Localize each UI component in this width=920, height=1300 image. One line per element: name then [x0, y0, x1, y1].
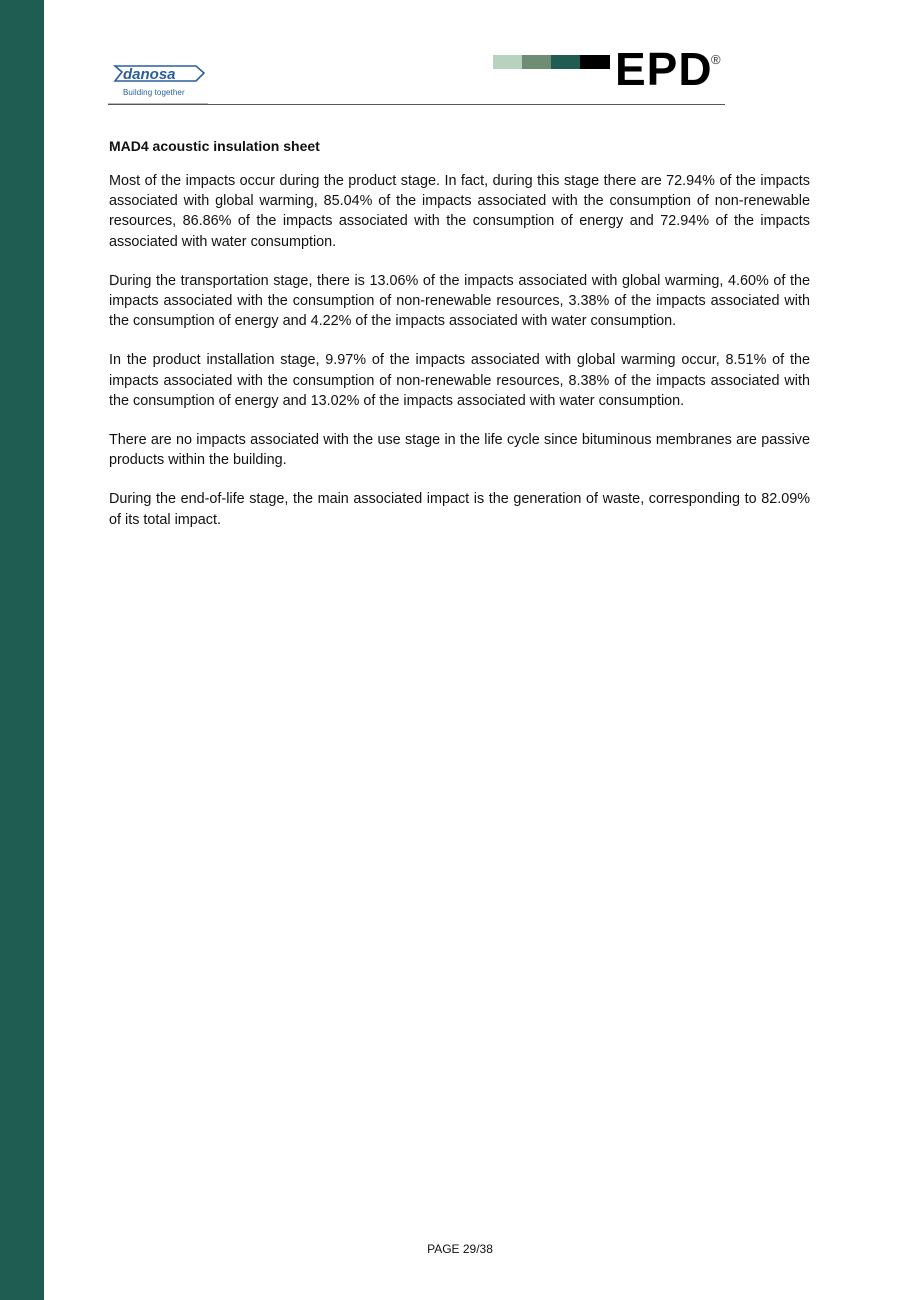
side-color-bar — [0, 0, 44, 1300]
epd-square-1 — [493, 55, 522, 69]
page-content — [109, 137, 810, 549]
paragraph-use-stage: There are no impacts associated with the use stage in the life cycle since bituminous membranes are passive products within the building. — [109, 432, 810, 469]
page-number: PAGE 29/38 — [427, 1242, 493, 1256]
epd-logo-text: EPD — [615, 43, 713, 95]
registered-mark: ® — [711, 52, 721, 67]
paragraph-installation-stage: In the product installation stage, 9.97% of the impacts associated with global warming occur, 8.51% of the impacts associated with the consumption of non-renewable resources, 8.38% of the impacts associated with the consumption of energy and 13.02% of the impacts associated with water consumption. — [109, 352, 810, 409]
paragraph-end-of-life-stage: During the end-of-life stage, the main associated impact is the generation of waste, corresponding to 82.09% of its total impact. — [109, 491, 810, 528]
header-rule — [108, 104, 725, 105]
paragraph-transport-stage: During the transportation stage, there is 13.06% of the impacts associated with global warming, 4.60% of the impacts associated with the consumption of non-renewable resources, 3.38% of the impacts associated with the consumption of energy and 4.22% of the impacts associated with water consumption. — [109, 272, 810, 330]
epd-square-4 — [580, 55, 610, 69]
section-title: MAD4 acoustic insulation sheet — [109, 138, 320, 154]
paragraph-product-stage: Most of the impacts occur during the product stage. In fact, during this stage there are 72.94% of the impacts associated with global warming, 85.04% of the impacts associated with the consumption of non-renewable resources, 86.86% of the impacts associated with the consumption of energy and 72.94% of the impacts associated with water consumption. — [109, 173, 810, 250]
epd-square-3 — [551, 55, 580, 69]
logo-tagline: Building together — [123, 88, 185, 97]
epd-square-2 — [522, 55, 551, 69]
logo-wordmark: danosa — [123, 66, 176, 83]
